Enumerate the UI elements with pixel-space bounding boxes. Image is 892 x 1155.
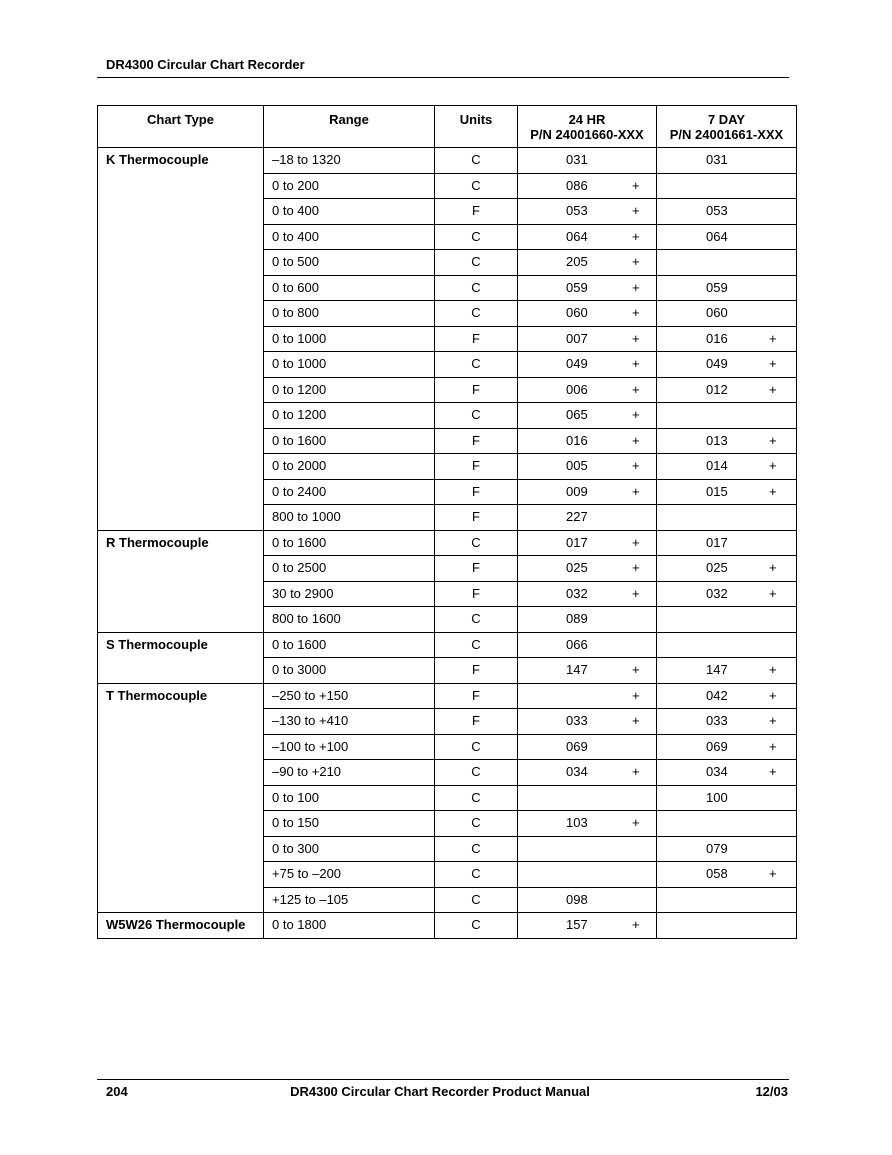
pn-24hr-code: 053 <box>566 203 588 218</box>
range-cell: 0 to 300 <box>264 836 435 862</box>
pn-7day-cell <box>657 352 797 378</box>
table-body <box>98 148 797 939</box>
pn-7day-cell <box>657 326 797 352</box>
pn-24hr-cell <box>518 352 657 378</box>
pn-24hr-cell <box>518 224 657 250</box>
pn-24hr-cell <box>518 887 657 913</box>
pn-7day-plus-mark: + <box>769 738 777 754</box>
pn-24hr-cell <box>518 581 657 607</box>
pn-7day-cell <box>657 403 797 429</box>
pn-7day-cell <box>657 887 797 913</box>
pn-7day-code: 032 <box>706 585 728 601</box>
range-cell: 30 to 2900 <box>264 581 435 607</box>
units-cell: C <box>435 148 518 174</box>
pn-24hr-cell <box>518 862 657 888</box>
page-header-title: DR4300 Circular Chart Recorder <box>106 57 305 72</box>
footer-manual-title: DR4300 Circular Chart Recorder Product Manual <box>290 1084 590 1099</box>
pn-24hr-plus-mark: + <box>632 585 640 601</box>
pn-24hr-code: 205 <box>566 254 588 269</box>
units-cell: C <box>435 785 518 811</box>
range-cell: –100 to +100 <box>264 734 435 760</box>
units-cell: F <box>435 709 518 735</box>
pn-7day-cell <box>657 658 797 684</box>
pn-7day-plus-mark: + <box>769 432 777 448</box>
pn-7day-cell <box>657 275 797 301</box>
pn-7day-code: 016 <box>706 330 728 346</box>
pn-24hr-plus-mark: + <box>632 458 640 473</box>
range-cell: 0 to 200 <box>264 173 435 199</box>
chart-type-cell: T Thermocouple <box>98 683 264 913</box>
range-cell: 0 to 2500 <box>264 556 435 582</box>
pn-7day-plus-mark: + <box>769 713 777 728</box>
pn-24hr-plus-mark: + <box>632 305 640 320</box>
pn-24hr-cell <box>518 683 657 709</box>
pn-24hr-code: 005 <box>566 458 588 473</box>
pn-24hr-code: 034 <box>566 764 588 779</box>
range-cell: 0 to 1200 <box>264 377 435 403</box>
range-cell: 0 to 100 <box>264 785 435 811</box>
chart-type-cell: S Thermocouple <box>98 632 264 683</box>
pn-7day-code: 064 <box>706 228 728 244</box>
pn-7day-code: 042 <box>706 687 728 703</box>
chart-type-cell: K Thermocouple <box>98 148 264 531</box>
range-cell: 0 to 1000 <box>264 352 435 378</box>
pn-24hr-cell <box>518 607 657 633</box>
pn-24hr-cell <box>518 760 657 786</box>
pn-24hr-plus-mark: + <box>632 407 640 422</box>
pn-24hr-cell <box>518 658 657 684</box>
range-cell: –90 to +210 <box>264 760 435 786</box>
range-cell: 0 to 400 <box>264 199 435 225</box>
units-cell: F <box>435 428 518 454</box>
pn-24hr-plus-mark: + <box>632 432 640 448</box>
pn-24hr-plus-mark: + <box>632 279 640 295</box>
units-cell: C <box>435 760 518 786</box>
pn-7day-cell <box>657 301 797 327</box>
pn-24hr-cell <box>518 556 657 582</box>
pn-24hr-plus-mark: + <box>632 381 640 397</box>
pn-7day-code: 053 <box>706 203 728 218</box>
pn-7day-cell <box>657 836 797 862</box>
range-cell: 0 to 1600 <box>264 632 435 658</box>
units-cell: C <box>435 403 518 429</box>
pn-24hr-code: 103 <box>566 815 588 830</box>
pn-7day-cell <box>657 734 797 760</box>
range-cell: +75 to –200 <box>264 862 435 888</box>
pn-24hr-code: 064 <box>566 228 588 244</box>
pn-24hr-code: 059 <box>566 279 588 295</box>
pn-7day-plus-mark: + <box>769 381 777 397</box>
pn-7day-cell <box>657 428 797 454</box>
pn-7day-cell <box>657 811 797 837</box>
pn-24hr-cell <box>518 250 657 276</box>
pn-24hr-plus-mark: + <box>632 203 640 218</box>
units-cell: C <box>435 887 518 913</box>
pn-7day-code: 013 <box>706 432 728 448</box>
range-cell: +125 to –105 <box>264 887 435 913</box>
pn-7day-code: 031 <box>706 152 728 167</box>
pn-24hr-code: 086 <box>566 177 588 193</box>
col-header-7day <box>657 106 797 148</box>
pn-7day-cell <box>657 862 797 888</box>
pn-24hr-code: 060 <box>566 305 588 320</box>
units-cell: C <box>435 836 518 862</box>
pn-24hr-cell <box>518 505 657 531</box>
pn-24hr-plus-mark: + <box>632 560 640 575</box>
range-cell: 0 to 500 <box>264 250 435 276</box>
pn-7day-cell <box>657 454 797 480</box>
pn-24hr-code: 016 <box>566 432 588 448</box>
col-header-units: Units <box>435 106 518 148</box>
pn-24hr-code: 007 <box>566 330 588 346</box>
pn-24hr-cell <box>518 377 657 403</box>
pn-24hr-cell <box>518 913 657 939</box>
units-cell: C <box>435 913 518 939</box>
pn-24hr-plus-mark: + <box>632 534 640 550</box>
pn-7day-cell <box>657 913 797 939</box>
range-cell: 0 to 2400 <box>264 479 435 505</box>
pn-24hr-plus-mark: + <box>632 917 640 932</box>
pn-7day-code: 059 <box>706 279 728 295</box>
pn-7day-plus-mark: + <box>769 560 777 575</box>
pn-7day-cell <box>657 224 797 250</box>
range-cell: 0 to 150 <box>264 811 435 837</box>
range-cell: 0 to 3000 <box>264 658 435 684</box>
col-header-24hr-label: 24 HR <box>568 112 606 127</box>
range-cell: 0 to 600 <box>264 275 435 301</box>
pn-7day-code: 079 <box>706 840 728 856</box>
units-cell: F <box>435 683 518 709</box>
pn-7day-code: 147 <box>706 662 728 677</box>
chart-type-table <box>97 105 797 939</box>
units-cell: F <box>435 454 518 480</box>
pn-24hr-code: 069 <box>566 738 588 754</box>
pn-7day-plus-mark: + <box>769 458 777 473</box>
table-row <box>98 683 797 709</box>
pn-24hr-code: 032 <box>566 585 588 601</box>
pn-24hr-code: 006 <box>566 381 588 397</box>
table-row <box>98 148 797 174</box>
pn-7day-cell <box>657 530 797 556</box>
pn-7day-plus-mark: + <box>769 764 777 779</box>
footer-divider <box>97 1079 789 1080</box>
range-cell: 0 to 1800 <box>264 913 435 939</box>
units-cell: C <box>435 734 518 760</box>
pn-24hr-code: 049 <box>566 356 588 371</box>
pn-24hr-plus-mark: + <box>632 815 640 830</box>
pn-7day-cell <box>657 760 797 786</box>
units-cell: C <box>435 632 518 658</box>
pn-7day-plus-mark: + <box>769 330 777 346</box>
pn-7day-code: 014 <box>706 458 728 473</box>
range-cell: –250 to +150 <box>264 683 435 709</box>
pn-24hr-plus-mark: + <box>632 764 640 779</box>
pn-7day-code: 012 <box>706 381 728 397</box>
pn-24hr-cell <box>518 326 657 352</box>
pn-7day-code: 015 <box>706 483 728 499</box>
pn-24hr-plus-mark: + <box>632 330 640 346</box>
pn-24hr-cell <box>518 734 657 760</box>
col-header-range: Range <box>264 106 435 148</box>
pn-7day-code: 069 <box>706 738 728 754</box>
range-cell: 0 to 400 <box>264 224 435 250</box>
units-cell: F <box>435 505 518 531</box>
pn-7day-code: 017 <box>706 534 728 550</box>
table-header-row <box>98 106 797 148</box>
pn-24hr-cell <box>518 199 657 225</box>
col-header-7day-pn: P/N 24001661-XXX <box>669 127 784 142</box>
pn-24hr-cell <box>518 173 657 199</box>
units-cell: C <box>435 275 518 301</box>
pn-7day-plus-mark: + <box>769 483 777 499</box>
units-cell: C <box>435 250 518 276</box>
pn-24hr-plus-mark: + <box>632 254 640 269</box>
pn-24hr-plus-mark: + <box>632 177 640 193</box>
pn-24hr-cell <box>518 811 657 837</box>
pn-24hr-cell <box>518 403 657 429</box>
units-cell: C <box>435 530 518 556</box>
table-row <box>98 632 797 658</box>
pn-24hr-code: 157 <box>566 917 588 932</box>
range-cell: 0 to 1600 <box>264 530 435 556</box>
pn-7day-cell <box>657 377 797 403</box>
col-header-chart-type: Chart Type <box>98 106 264 148</box>
chart-type-cell: W5W26 Thermocouple <box>98 913 264 939</box>
pn-7day-code: 049 <box>706 356 728 371</box>
pn-7day-code: 060 <box>706 305 728 320</box>
pn-7day-cell <box>657 581 797 607</box>
pn-24hr-plus-mark: + <box>632 483 640 499</box>
pn-7day-cell <box>657 632 797 658</box>
pn-24hr-cell <box>518 836 657 862</box>
pn-24hr-code: 009 <box>566 483 588 499</box>
range-cell: –18 to 1320 <box>264 148 435 174</box>
pn-24hr-code: 147 <box>566 662 588 677</box>
pn-7day-plus-mark: + <box>769 356 777 371</box>
pn-24hr-cell <box>518 530 657 556</box>
pn-24hr-plus-mark: + <box>632 356 640 371</box>
pn-24hr-cell <box>518 301 657 327</box>
pn-7day-cell <box>657 199 797 225</box>
footer-page-number: 204 <box>106 1084 128 1099</box>
pn-24hr-code: 227 <box>566 509 588 524</box>
pn-7day-code: 025 <box>706 560 728 575</box>
units-cell: F <box>435 556 518 582</box>
units-cell: F <box>435 377 518 403</box>
range-cell: 0 to 2000 <box>264 454 435 480</box>
pn-24hr-plus-mark: + <box>632 713 640 728</box>
table-row <box>98 530 797 556</box>
pn-7day-plus-mark: + <box>769 662 777 677</box>
range-cell: 0 to 1200 <box>264 403 435 429</box>
units-cell: F <box>435 479 518 505</box>
pn-24hr-plus-mark: + <box>632 228 640 244</box>
pn-24hr-cell <box>518 632 657 658</box>
pn-24hr-plus-mark: + <box>632 687 640 703</box>
pn-24hr-code: 065 <box>566 407 588 422</box>
units-cell: F <box>435 326 518 352</box>
pn-24hr-code: 025 <box>566 560 588 575</box>
pn-24hr-cell <box>518 454 657 480</box>
col-header-24hr <box>518 106 657 148</box>
pn-24hr-code: 033 <box>566 713 588 728</box>
pn-7day-cell <box>657 479 797 505</box>
footer-date: 12/03 <box>755 1084 788 1099</box>
units-cell: C <box>435 862 518 888</box>
units-cell: C <box>435 811 518 837</box>
chart-type-cell: R Thermocouple <box>98 530 264 632</box>
range-cell: 0 to 1000 <box>264 326 435 352</box>
units-cell: C <box>435 607 518 633</box>
header-divider <box>97 77 789 78</box>
range-cell: –130 to +410 <box>264 709 435 735</box>
pn-24hr-code: 066 <box>566 636 588 652</box>
pn-7day-cell <box>657 556 797 582</box>
pn-24hr-cell <box>518 709 657 735</box>
units-cell: F <box>435 199 518 225</box>
pn-7day-cell <box>657 173 797 199</box>
pn-7day-plus-mark: + <box>769 866 777 881</box>
table-row <box>98 913 797 939</box>
pn-24hr-code: 089 <box>566 611 588 626</box>
units-cell: F <box>435 581 518 607</box>
units-cell: C <box>435 352 518 378</box>
pn-24hr-cell <box>518 479 657 505</box>
pn-7day-plus-mark: + <box>769 585 777 601</box>
pn-7day-plus-mark: + <box>769 687 777 703</box>
pn-24hr-cell <box>518 785 657 811</box>
pn-7day-cell <box>657 709 797 735</box>
pn-24hr-cell <box>518 275 657 301</box>
range-cell: 0 to 800 <box>264 301 435 327</box>
pn-7day-code: 100 <box>706 789 728 805</box>
pn-7day-cell <box>657 683 797 709</box>
pn-7day-code: 034 <box>706 764 728 779</box>
units-cell: C <box>435 173 518 199</box>
range-cell: 0 to 1600 <box>264 428 435 454</box>
pn-24hr-cell <box>518 148 657 174</box>
units-cell: C <box>435 224 518 250</box>
range-cell: 800 to 1000 <box>264 505 435 531</box>
pn-24hr-code: 017 <box>566 534 588 550</box>
pn-7day-cell <box>657 607 797 633</box>
col-header-24hr-pn: P/N 24001660-XXX <box>530 127 644 142</box>
pn-7day-cell <box>657 505 797 531</box>
pn-7day-cell <box>657 148 797 174</box>
pn-7day-cell <box>657 250 797 276</box>
pn-24hr-code: 098 <box>566 891 588 907</box>
pn-24hr-code: 031 <box>566 152 588 167</box>
pn-7day-cell <box>657 785 797 811</box>
col-header-7day-label: 7 DAY <box>707 112 746 127</box>
units-cell: F <box>435 658 518 684</box>
pn-7day-code: 033 <box>706 713 728 728</box>
pn-24hr-cell <box>518 428 657 454</box>
pn-7day-code: 058 <box>706 866 728 881</box>
pn-24hr-plus-mark: + <box>632 662 640 677</box>
units-cell: C <box>435 301 518 327</box>
range-cell: 800 to 1600 <box>264 607 435 633</box>
